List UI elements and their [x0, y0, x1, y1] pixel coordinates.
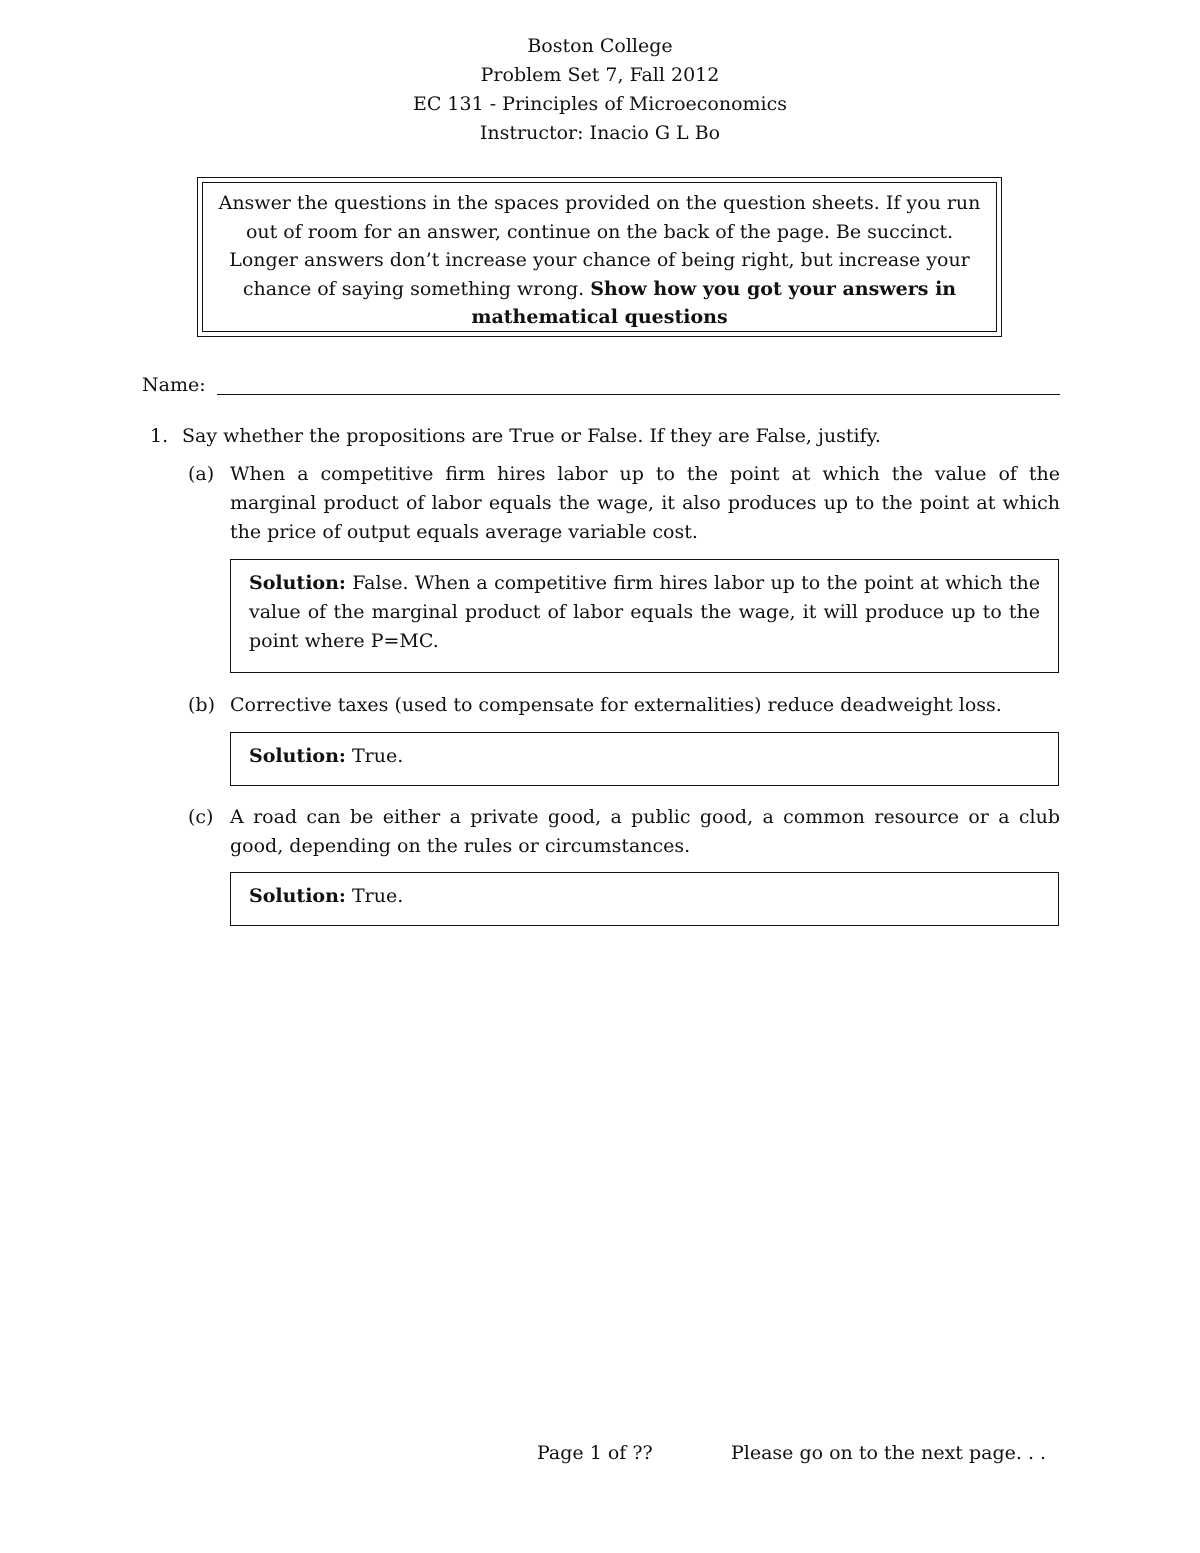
- part-text: When a competitive firm hires labor up to the point at which the value of the marginal product of labor equals the wage, it also produces up to the point at which the price of output equals average variable cost.: [230, 463, 1060, 543]
- problem-set-title: Problem Set 7, Fall 2012: [480, 64, 720, 86]
- part-label: (a): [188, 463, 215, 485]
- name-input-line[interactable]: [217, 394, 1060, 395]
- instructions-inner-box: [202, 182, 997, 332]
- question-text: Say whether the propositions are True or False. If they are False, justify.: [182, 425, 881, 447]
- solution-text: False. When a competitive firm hires labor up to the point at which the value of the marginal product of labor equals the wage, it will produce up to the point where P=MC.: [249, 572, 1040, 652]
- name-label: Name:: [142, 374, 206, 396]
- solution-box-b: [230, 732, 1059, 786]
- solution-label: Solution:: [249, 745, 346, 767]
- solution-label: Solution:: [249, 572, 346, 594]
- question-number: 1.: [150, 425, 169, 447]
- page-footer: [0, 1442, 1200, 1472]
- solution-label: Solution:: [249, 885, 346, 907]
- course-title: EC 131 - Principles of Microeconomics: [412, 93, 788, 115]
- page-number: Page 1 of ??: [537, 1442, 653, 1464]
- instructions-bold-text: Show how you got your answers in mathematical questions: [471, 277, 957, 328]
- name-field: [142, 372, 1060, 402]
- instructions-text: Answer the questions in the spaces provided on the question sheets. If you run out of room for an answer, continue on the back of the page. Be succinct. Longer answers don’t increase your chance of being right, but increase your chance of saying something wrong.: [218, 192, 981, 300]
- solution-box-c: [230, 872, 1059, 926]
- solution-box-a: [230, 559, 1059, 673]
- part-text: Corrective taxes (used to compensate for externalities) reduce deadweight loss.: [230, 694, 1002, 716]
- part-text: A road can be either a private good, a public good, a common resource or a club good, depending on the rules or circumstances.: [230, 806, 1060, 857]
- part-label: (b): [188, 694, 215, 716]
- document-header: [0, 32, 1200, 148]
- instructor-name: Instructor: Inacio G L Bo: [479, 122, 721, 144]
- part-label: (c): [188, 806, 214, 828]
- instructions-box: [197, 177, 1002, 337]
- next-page-note: Please go on to the next page. . .: [731, 1442, 1047, 1464]
- solution-text: True.: [351, 885, 404, 907]
- institution-name: Boston College: [527, 35, 673, 57]
- solution-text: True.: [351, 745, 404, 767]
